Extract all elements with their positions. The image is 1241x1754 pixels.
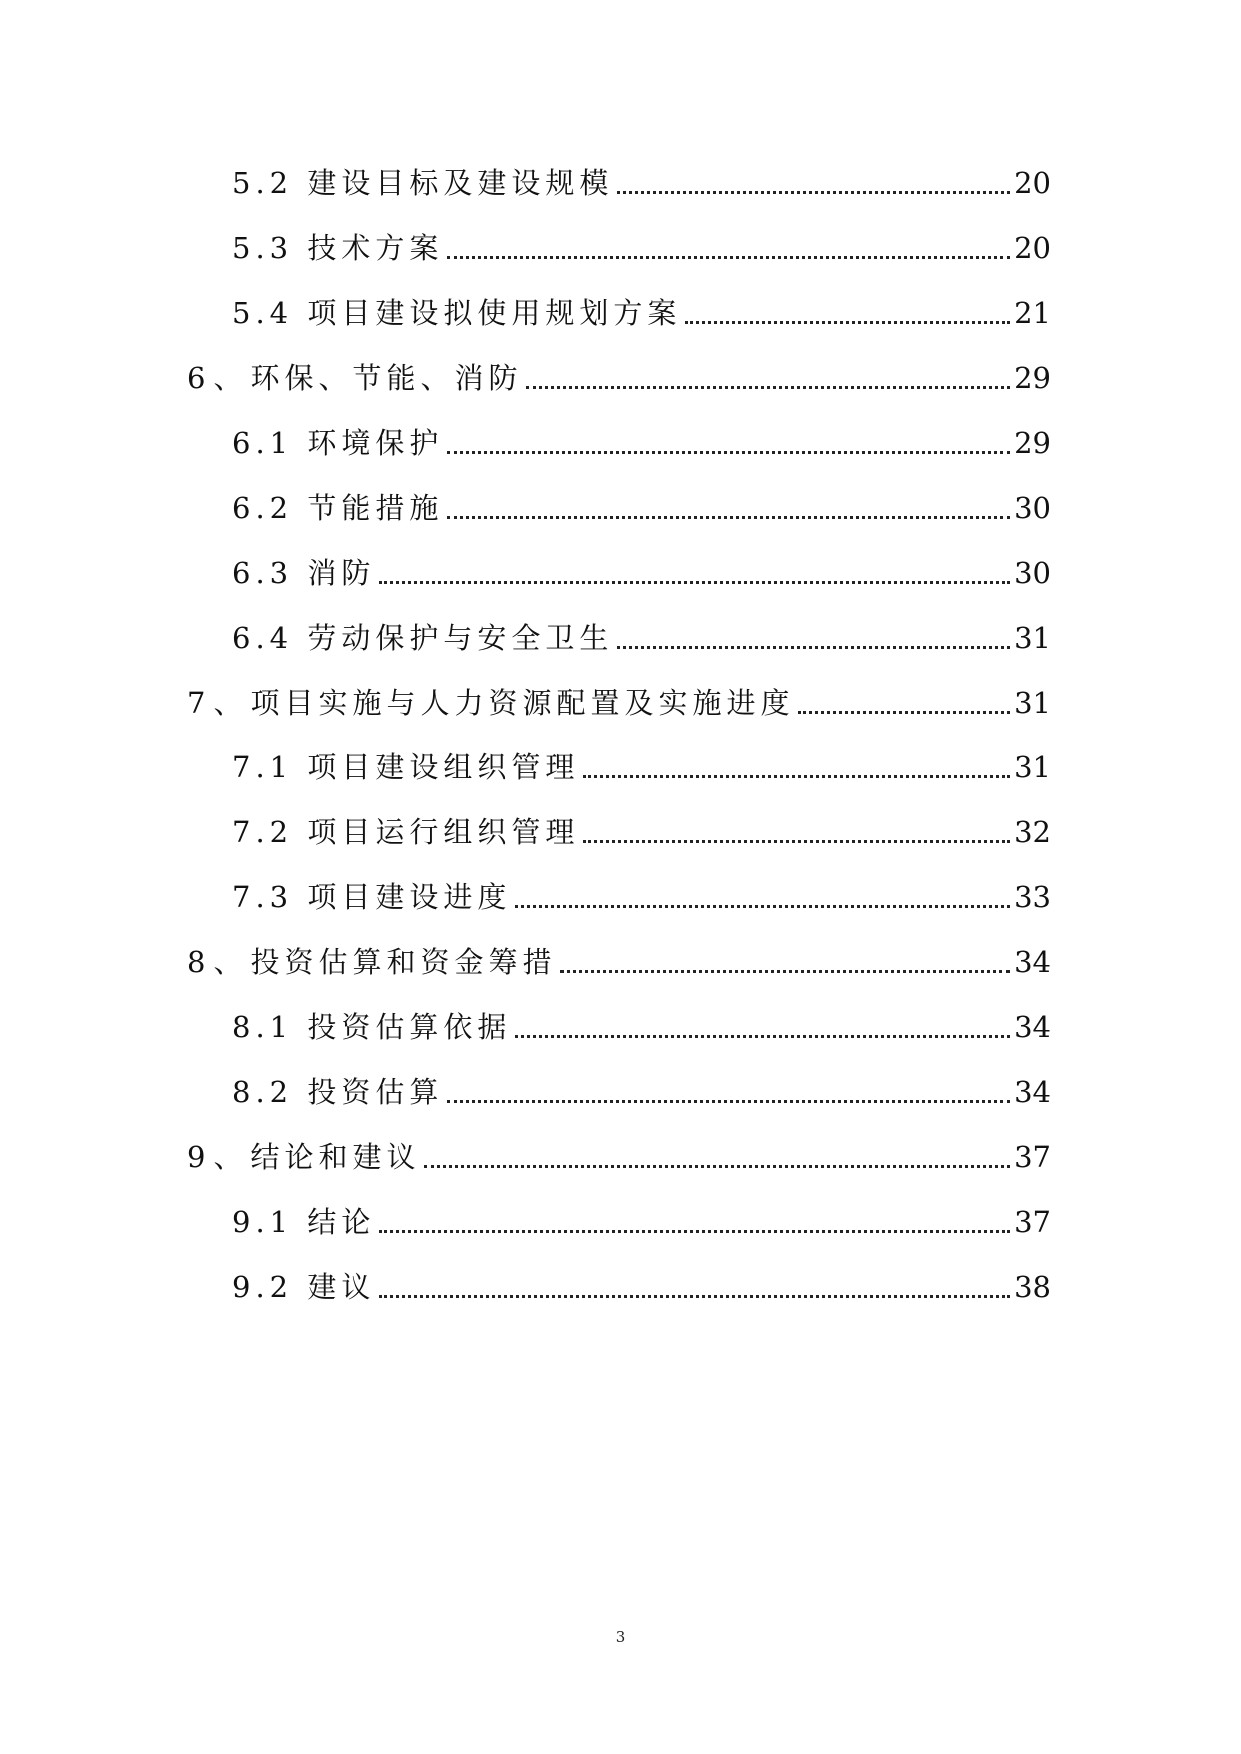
toc-entry-page: 37 bbox=[1014, 1140, 1051, 1174]
toc-entry-title: 消防 bbox=[307, 556, 376, 590]
toc-entry-page: 31 bbox=[1014, 750, 1051, 784]
toc-entry-5-2[interactable] bbox=[232, 162, 1051, 204]
toc-dot-leader bbox=[560, 970, 1010, 973]
toc-entry-7-2[interactable] bbox=[232, 811, 1051, 853]
toc-entry-page: 33 bbox=[1014, 880, 1051, 914]
toc-entry-number: 7.2 bbox=[232, 815, 294, 849]
toc-entry-title: 环境保护 bbox=[307, 426, 444, 460]
toc-entry-label bbox=[187, 1136, 420, 1178]
toc-entry-title: 项目建设组织管理 bbox=[307, 750, 580, 784]
toc-entry-title: 结论和建议 bbox=[250, 1140, 421, 1174]
toc-entry-label bbox=[232, 422, 443, 464]
toc-entry-number: 6.1 bbox=[232, 426, 294, 460]
toc-entry-number: 6、 bbox=[187, 361, 251, 395]
toc-entry-page: 21 bbox=[1014, 296, 1051, 330]
toc-dot-leader bbox=[685, 321, 1010, 324]
toc-entry-label bbox=[232, 162, 613, 204]
toc-entry-title: 节能措施 bbox=[307, 491, 444, 525]
toc-entry-title: 建设目标及建设规模 bbox=[307, 166, 614, 200]
toc-entry-page: 29 bbox=[1014, 426, 1051, 460]
toc-entry-6-4[interactable] bbox=[232, 617, 1051, 659]
toc-entry-6[interactable] bbox=[187, 357, 1051, 399]
toc-entry-title: 结论 bbox=[307, 1205, 376, 1239]
toc-entry-label bbox=[232, 746, 579, 788]
toc-dot-leader bbox=[447, 1100, 1010, 1103]
toc-entry-number: 5.4 bbox=[232, 296, 294, 330]
toc-entry-page: 34 bbox=[1014, 1010, 1051, 1044]
toc-entry-number: 7、 bbox=[187, 686, 251, 720]
toc-entry-label bbox=[232, 1071, 443, 1113]
toc-entry-label bbox=[187, 357, 522, 399]
toc-dot-leader bbox=[447, 516, 1010, 519]
toc-entry-title: 建议 bbox=[307, 1270, 376, 1304]
toc-entry-label bbox=[232, 1006, 511, 1048]
toc-entry-label bbox=[187, 941, 556, 983]
toc-entry-number: 8.1 bbox=[232, 1010, 294, 1044]
toc-entry-number: 9.1 bbox=[232, 1205, 294, 1239]
toc-entry-page: 20 bbox=[1014, 166, 1051, 200]
toc-dot-leader bbox=[526, 386, 1010, 389]
toc-entry-page: 38 bbox=[1014, 1270, 1051, 1304]
toc-entry-title: 投资估算和资金筹措 bbox=[250, 945, 557, 979]
toc-entry-number: 9.2 bbox=[232, 1270, 294, 1304]
toc-entry-label bbox=[187, 682, 794, 724]
toc-dot-leader bbox=[379, 1230, 1010, 1233]
toc-entry-6-2[interactable] bbox=[232, 487, 1051, 529]
toc-entry-number: 6.2 bbox=[232, 491, 294, 525]
toc-entry-9-1[interactable] bbox=[232, 1201, 1051, 1243]
toc-entry-9-2[interactable] bbox=[232, 1266, 1051, 1308]
toc-entry-title: 环保、节能、消防 bbox=[250, 361, 523, 395]
toc-entry-page: 37 bbox=[1014, 1205, 1051, 1239]
toc-dot-leader bbox=[617, 191, 1010, 194]
toc-entry-title: 劳动保护与安全卫生 bbox=[307, 621, 614, 655]
toc-entry-title: 项目建设拟使用规划方案 bbox=[307, 296, 682, 330]
toc-entry-title: 投资估算 bbox=[307, 1075, 444, 1109]
toc-entry-7[interactable] bbox=[187, 682, 1051, 724]
toc-entry-8-2[interactable] bbox=[232, 1071, 1051, 1113]
toc-entry-label bbox=[232, 227, 443, 269]
toc-dot-leader bbox=[424, 1165, 1010, 1168]
toc-entry-7-1[interactable] bbox=[232, 746, 1051, 788]
toc-dot-leader bbox=[447, 256, 1010, 259]
toc-entry-page: 34 bbox=[1014, 1075, 1051, 1109]
toc-entry-number: 7.3 bbox=[232, 880, 294, 914]
toc-entry-number: 7.1 bbox=[232, 750, 294, 784]
toc-entry-title: 投资估算依据 bbox=[307, 1010, 512, 1044]
toc-entry-label bbox=[232, 617, 613, 659]
toc-entry-page: 32 bbox=[1014, 815, 1051, 849]
toc-entry-title: 项目实施与人力资源配置及实施进度 bbox=[250, 686, 795, 720]
toc-entry-page: 20 bbox=[1014, 231, 1051, 265]
toc-entry-5-4[interactable] bbox=[232, 292, 1051, 334]
toc-entry-label bbox=[232, 487, 443, 529]
toc-entry-title: 项目建设进度 bbox=[307, 880, 512, 914]
toc-entry-title: 项目运行组织管理 bbox=[307, 815, 580, 849]
toc-entry-label bbox=[232, 292, 681, 334]
toc-entry-number: 9、 bbox=[187, 1140, 251, 1174]
toc-entry-number: 6.4 bbox=[232, 621, 294, 655]
toc-dot-leader bbox=[515, 1035, 1010, 1038]
toc-entry-page: 29 bbox=[1014, 361, 1051, 395]
toc-entry-6-1[interactable] bbox=[232, 422, 1051, 464]
toc-entry-label bbox=[232, 552, 375, 594]
toc-entry-7-3[interactable] bbox=[232, 876, 1051, 918]
toc-dot-leader bbox=[379, 581, 1010, 584]
toc-entry-6-3[interactable] bbox=[232, 552, 1051, 594]
page-number: 3 bbox=[615, 1628, 626, 1646]
toc-entry-page: 30 bbox=[1014, 556, 1051, 590]
toc-entry-8-1[interactable] bbox=[232, 1006, 1051, 1048]
toc-entry-page: 34 bbox=[1014, 945, 1051, 979]
toc-entry-number: 5.2 bbox=[232, 166, 294, 200]
toc-dot-leader bbox=[583, 775, 1010, 778]
toc-entry-label bbox=[232, 811, 579, 853]
toc-entry-page: 31 bbox=[1014, 621, 1051, 655]
toc-dot-leader bbox=[515, 905, 1010, 908]
toc-entry-page: 31 bbox=[1014, 686, 1051, 720]
toc-entry-number: 8.2 bbox=[232, 1075, 294, 1109]
toc-entry-label bbox=[232, 876, 511, 918]
toc-entry-label bbox=[232, 1201, 375, 1243]
toc-dot-leader bbox=[617, 646, 1010, 649]
toc-entry-5-3[interactable] bbox=[232, 227, 1051, 269]
toc-entry-8[interactable] bbox=[187, 941, 1051, 983]
toc-dot-leader bbox=[447, 451, 1010, 454]
toc-entry-number: 8、 bbox=[187, 945, 251, 979]
toc-entry-number: 5.3 bbox=[232, 231, 294, 265]
toc-entry-title: 技术方案 bbox=[307, 231, 444, 265]
toc-entry-9[interactable] bbox=[187, 1136, 1051, 1178]
toc-dot-leader bbox=[583, 840, 1010, 843]
toc-entry-page: 30 bbox=[1014, 491, 1051, 525]
toc-dot-leader bbox=[798, 711, 1010, 714]
toc-entry-number: 6.3 bbox=[232, 556, 294, 590]
toc-entry-label bbox=[232, 1266, 375, 1308]
toc-dot-leader bbox=[379, 1295, 1010, 1298]
